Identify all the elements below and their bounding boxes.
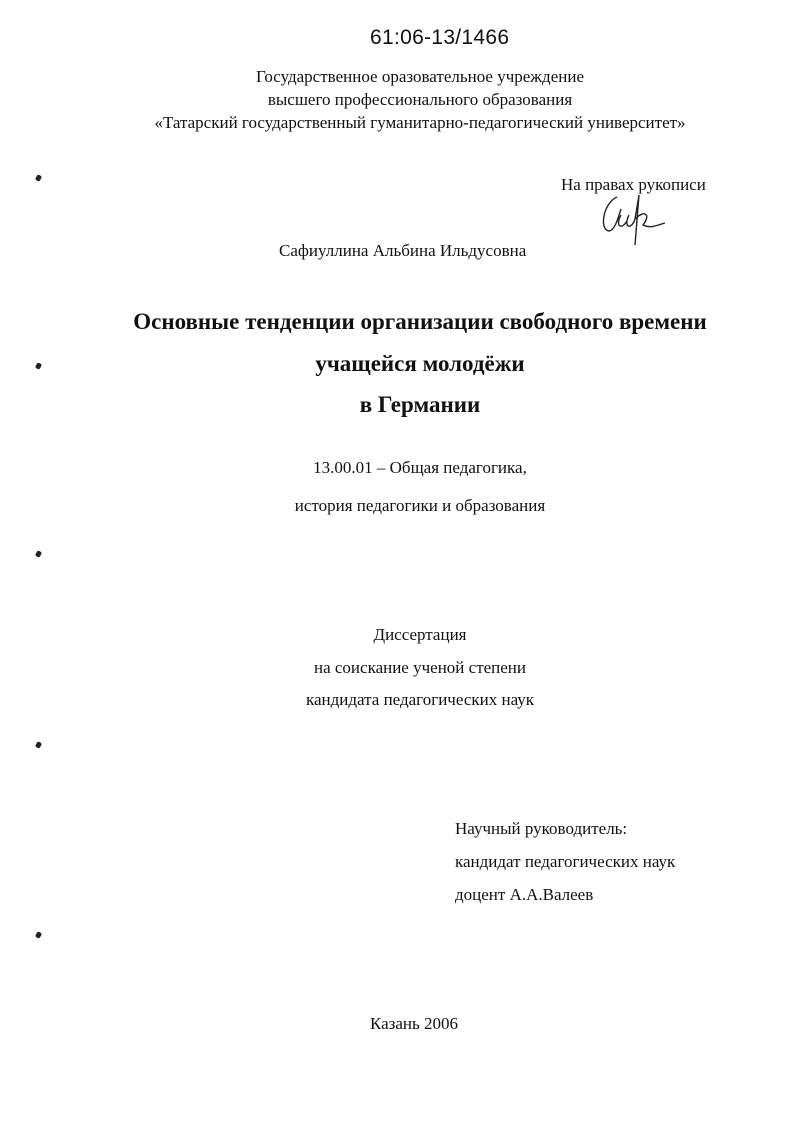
supervisor-line-2: кандидат педагогических наук (455, 852, 676, 871)
degree-line-1: Диссертация (373, 625, 467, 644)
institution-line-1: Государственное оразовательное учреждение (255, 67, 584, 86)
thesis-title-line-3: в Германии (359, 392, 481, 417)
supervisor-line-3: доцент А.А.Валеев (455, 885, 594, 904)
author-signature (595, 185, 675, 250)
specialty-line-1: 13.00.01 – Общая педагогика, (313, 458, 527, 477)
degree-line-2: на соискание ученой степени (313, 658, 527, 677)
binding-hole-mark (35, 931, 42, 939)
binding-hole-mark (35, 550, 42, 558)
specialty-line-2: история педагогики и образования (294, 496, 546, 515)
binding-hole-mark (35, 741, 42, 749)
institution-line-2: высшего профессионального образования (267, 90, 573, 109)
thesis-title-line-2: учащейся молодёжи (315, 351, 525, 376)
degree-line-3: кандидата педагогических наук (305, 690, 535, 709)
author-name: Сафиуллина Альбина Ильдусовна (279, 241, 527, 260)
thesis-title-line-1: Основные тенденции организации свободного времени (133, 309, 707, 334)
binding-hole-mark (35, 174, 42, 182)
archive-code: 61:06-13/1466 (370, 26, 510, 49)
supervisor-line-1: Научный руководитель: (455, 819, 628, 838)
place-year: Казань 2006 (370, 1014, 459, 1033)
manuscript-note: На правах рукописи (561, 175, 706, 194)
institution-line-3: «Татарский государственный гуманитарно-педагогический университет» (154, 113, 686, 132)
